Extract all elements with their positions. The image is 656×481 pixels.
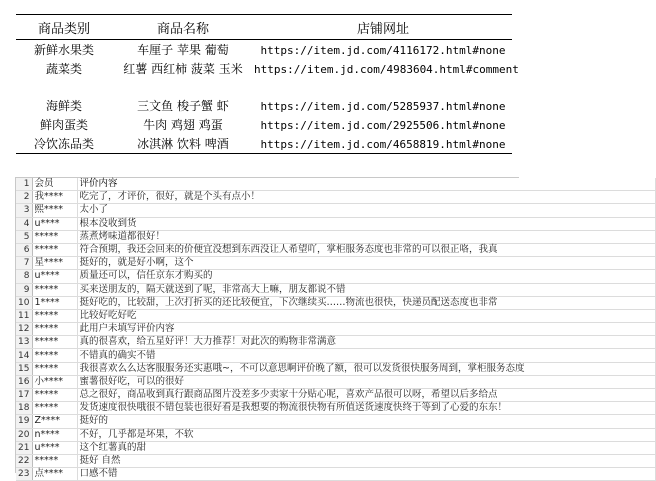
products-cell: 三文鱼 梭子蟹 虾 bbox=[137, 99, 229, 113]
row-number: 9 bbox=[16, 283, 32, 296]
member-cell: 熙**** bbox=[32, 204, 77, 217]
sheet-row bbox=[16, 323, 656, 336]
row-number: 5 bbox=[16, 230, 32, 243]
sheet-row bbox=[16, 257, 656, 270]
review-cell: 总之很好，商品收到真行跟商品图片没差多少卖家十分贴心呢，喜欢产品很可以呀，希望以后多给点 bbox=[77, 389, 656, 402]
url-cell: https://item.jd.com/2925506.html#none bbox=[260, 119, 506, 132]
table-row bbox=[16, 59, 512, 96]
sheet-row bbox=[16, 415, 656, 428]
row-number: 7 bbox=[16, 257, 32, 270]
member-cell: ***** bbox=[32, 336, 77, 349]
member-cell: u**** bbox=[32, 441, 77, 454]
member-cell: 点**** bbox=[32, 468, 77, 481]
sheet-row bbox=[16, 454, 656, 467]
sheet-header-row bbox=[16, 178, 656, 191]
review-cell: 挺好 自然 bbox=[77, 454, 656, 467]
row-number: 15 bbox=[16, 362, 32, 375]
review-cell: 蜜薯很好吃，可以的很好 bbox=[77, 375, 656, 388]
row-number: 14 bbox=[16, 349, 32, 362]
url-cell: https://item.jd.com/4658819.html#none bbox=[254, 134, 512, 154]
row-number: 1 bbox=[16, 178, 32, 191]
member-cell: u**** bbox=[32, 270, 77, 283]
row-number: 23 bbox=[16, 468, 32, 481]
member-cell: ***** bbox=[32, 323, 77, 336]
member-cell: 我**** bbox=[32, 191, 77, 204]
sheet-row bbox=[16, 468, 656, 481]
category-cell: 海鲜类 bbox=[45, 99, 82, 113]
review-cell: 挺好的 bbox=[77, 415, 656, 428]
row-number: 19 bbox=[16, 415, 32, 428]
sheet-row bbox=[16, 283, 656, 296]
sheet-row bbox=[16, 402, 656, 415]
review-cell: 符合预期，我还会回来的价便宜没想到东西没让人希望吖，掌柜服务态度也非常的可以很正咯，我真 bbox=[77, 243, 656, 256]
member-cell: ***** bbox=[32, 389, 77, 402]
sheet-row bbox=[16, 362, 656, 375]
member-cell: n**** bbox=[32, 428, 77, 441]
url-cell: https://item.jd.com/4983604.html#comment bbox=[254, 63, 519, 76]
review-cell: 发货速度很快哦很不错包装也很好看是我想要的物流很快物有所值送货速度快终于等到了心爱的东东！ bbox=[77, 402, 656, 415]
sheet-row bbox=[16, 296, 656, 309]
row-number: 2 bbox=[16, 191, 32, 204]
sheet-row bbox=[16, 349, 656, 362]
table-row bbox=[16, 40, 512, 60]
review-cell: 不错真的确实不错 bbox=[77, 349, 656, 362]
member-cell: ***** bbox=[32, 283, 77, 296]
member-cell: ***** bbox=[32, 454, 77, 467]
sheet-row bbox=[16, 243, 656, 256]
sheet-row bbox=[16, 336, 656, 349]
member-cell: 会员 bbox=[32, 178, 77, 191]
table-row bbox=[16, 134, 512, 154]
row-number: 6 bbox=[16, 243, 32, 256]
product-category-table bbox=[16, 14, 519, 154]
header-product: 商品名称 bbox=[112, 15, 254, 40]
row-number: 13 bbox=[16, 336, 32, 349]
review-cell: 买来送朋友的，隔天就送到了呢，非常高大上嘛，朋友都说不错 bbox=[77, 283, 656, 296]
products-cell: 冰淇淋 饮料 啤酒 bbox=[112, 134, 254, 154]
url-cell: https://item.jd.com/5285937.html#none bbox=[260, 100, 506, 113]
member-cell: ***** bbox=[32, 402, 77, 415]
category-cell: 新鲜水果类 bbox=[33, 43, 94, 57]
table-row bbox=[16, 96, 512, 115]
member-cell: Z**** bbox=[32, 415, 77, 428]
row-number: 3 bbox=[16, 204, 32, 217]
row-number: 21 bbox=[16, 441, 32, 454]
row-number: 8 bbox=[16, 270, 32, 283]
url-cell: https://item.jd.com/4116172.html#none bbox=[260, 44, 506, 57]
member-cell: 小**** bbox=[32, 375, 77, 388]
products-cell: 车厘子 苹果 葡萄 bbox=[137, 43, 229, 57]
review-cell: 蒸煮烤味道都很好！ bbox=[77, 230, 656, 243]
member-cell: ***** bbox=[32, 362, 77, 375]
sheet-row bbox=[16, 375, 656, 388]
review-cell: 这个红薯真的甜 bbox=[77, 441, 656, 454]
review-cell: 口感不错 bbox=[77, 468, 656, 481]
row-number: 18 bbox=[16, 402, 32, 415]
row-number: 4 bbox=[16, 217, 32, 230]
member-cell: 星**** bbox=[32, 257, 77, 270]
category-cell: 冷饮冻品类 bbox=[16, 134, 112, 154]
row-number: 10 bbox=[16, 296, 32, 309]
header-category: 商品类别 bbox=[16, 15, 112, 40]
member-cell: u**** bbox=[32, 217, 77, 230]
sheet-row bbox=[16, 428, 656, 441]
row-number: 16 bbox=[16, 375, 32, 388]
review-cell: 我很喜欢么么达客服服务还实惠哦~，不可以意思啊评价晚了额，很可以发货很快服务周到，掌柜服务态度 bbox=[77, 362, 656, 375]
review-cell: 吃完了，才评价，很好，就是个头有点小！ bbox=[77, 191, 656, 204]
review-spreadsheet bbox=[15, 177, 525, 480]
sheet-row bbox=[16, 217, 656, 230]
table-row bbox=[16, 115, 512, 134]
category-cell: 鲜肉蛋类 bbox=[39, 118, 88, 132]
review-cell: 挺好的，就是好小啊，这个 bbox=[77, 257, 656, 270]
review-cell: 太小了 bbox=[77, 204, 656, 217]
row-number: 20 bbox=[16, 428, 32, 441]
sheet-row bbox=[16, 441, 656, 454]
review-cell: 比较好吃好吃 bbox=[77, 309, 656, 322]
row-number: 22 bbox=[16, 454, 32, 467]
review-cell: 评价内容 bbox=[77, 178, 656, 191]
row-number: 12 bbox=[16, 323, 32, 336]
review-cell: 真的很喜欢，给五星好评！大力推荐！对此次的购物非常满意 bbox=[77, 336, 656, 349]
member-cell: 1**** bbox=[32, 296, 77, 309]
review-cell: 此用户未填写评价内容 bbox=[77, 323, 656, 336]
table-header-row bbox=[16, 15, 512, 40]
products-cell: 红薯 西红柿 菠菜 玉米 bbox=[123, 62, 243, 76]
row-number: 11 bbox=[16, 309, 32, 322]
sheet-row bbox=[16, 204, 656, 217]
member-cell: ***** bbox=[32, 230, 77, 243]
member-cell: ***** bbox=[32, 309, 77, 322]
member-cell: ***** bbox=[32, 243, 77, 256]
review-cell: 不好，几乎都是坏果，不软 bbox=[77, 428, 656, 441]
review-cell: 挺好吃的，比较甜，上次打折买的还比较便宜，下次继续买……物流也很快，快递员配送态度也非常 bbox=[77, 296, 656, 309]
sheet-row bbox=[16, 191, 656, 204]
header-url: 店铺网址 bbox=[254, 15, 512, 40]
sheet-row bbox=[16, 389, 656, 402]
review-cell: 质量还可以，信任京东才购买的 bbox=[77, 270, 656, 283]
member-cell: ***** bbox=[32, 349, 77, 362]
row-number: 17 bbox=[16, 389, 32, 402]
review-cell: 根本没收到货 bbox=[77, 217, 656, 230]
sheet-row bbox=[16, 230, 656, 243]
products-cell: 牛肉 鸡翅 鸡蛋 bbox=[143, 118, 223, 132]
sheet-row bbox=[16, 309, 656, 322]
category-cell: 蔬菜类 bbox=[45, 62, 82, 76]
sheet-row bbox=[16, 270, 656, 283]
